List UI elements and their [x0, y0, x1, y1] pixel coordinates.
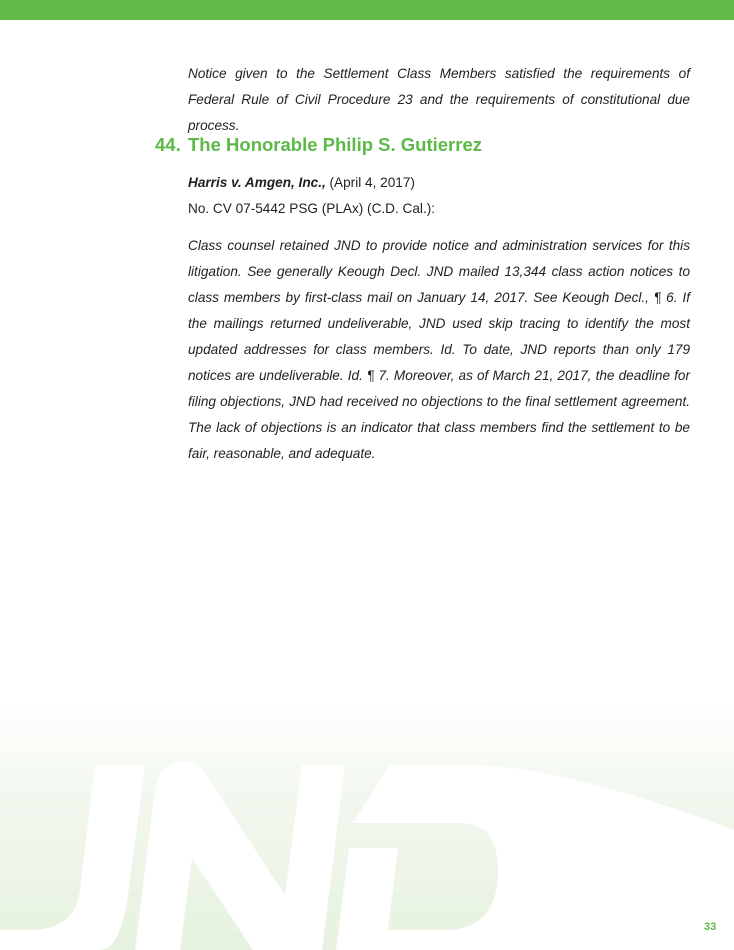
watermark-letter-d — [336, 765, 734, 950]
section-number: 44. — [155, 134, 181, 155]
watermark-letter-j — [0, 765, 145, 950]
intro-text: Notice given to the Settlement Class Members satisfied the requirements of Federal Rule of Civil Procedure 23 and the requirements of constitutional due process. — [188, 66, 690, 133]
watermark-letter-n — [135, 762, 345, 950]
case-citation — [188, 170, 690, 222]
case-name: Harris v. Amgen, Inc., — [188, 175, 326, 190]
section-heading — [155, 134, 482, 156]
section-title: The Honorable Philip S. Gutierrez — [188, 134, 482, 155]
case-date: (April 4, 2017) — [325, 175, 415, 190]
page-number: 33 — [704, 921, 717, 933]
case-number: No. CV 07-5442 PSG (PLAx) (C.D. Cal.): — [188, 201, 436, 216]
intro-paragraph — [188, 61, 690, 139]
quote-paragraph — [188, 233, 690, 467]
quote-text: Class counsel retained JND to provide notice and administration services for this litigation. See generally Keough Decl. JND mailed 13,344 class action notices to class members by first-class mail on January 14, 2017. See Keough Decl., ¶ 6. If the mailings returned undeliverable, JND used skip tracing to identify the most updated addresses for class members. Id. To date, JND reports than only 179 notices are undeliverable. Id. ¶ 7. Moreover, as of March 21, 2017, the deadline for filing objections, JND had received no objections to the final settlement agreement. The lack of objections is an indicator that class members find the settlement to be fair, reasonable, and adequate. — [188, 238, 690, 461]
